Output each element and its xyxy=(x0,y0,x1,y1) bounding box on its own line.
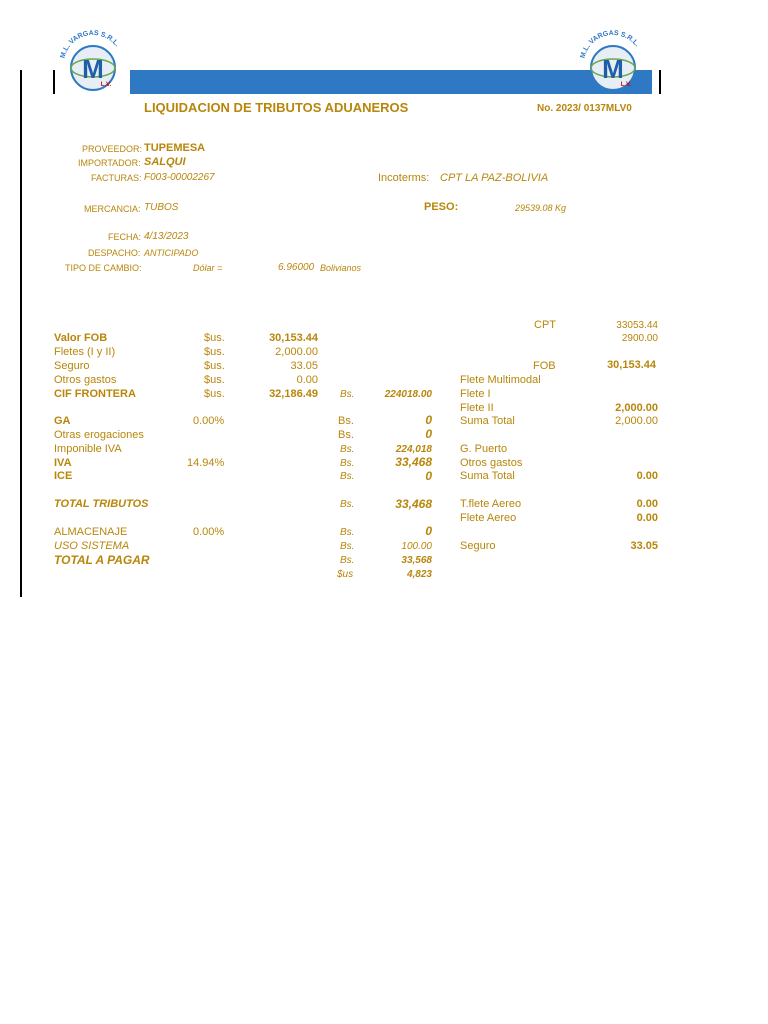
cpt-value-2: 2900.00 xyxy=(621,333,658,344)
uso-sistema-label: USO SISTEMA xyxy=(54,540,130,552)
mercancia-value: TUBOS xyxy=(144,202,179,213)
proveedor-label: PROVEEDOR: xyxy=(82,144,143,154)
svg-text:M.L. VARGAS S.R.L.: M.L. VARGAS S.R.L. xyxy=(579,29,641,60)
seguro-currency: $us. xyxy=(204,360,225,372)
flete-ii-label: Flete II xyxy=(460,402,494,414)
cif-frontera-bs-label: Bs. xyxy=(340,389,355,400)
ice-label: ICE xyxy=(54,470,73,482)
total-a-pagar-bs-label: Bs. xyxy=(340,555,355,566)
total-tributos-label: TOTAL TRIBUTOS xyxy=(54,498,149,510)
peso-label: PESO: xyxy=(424,201,459,213)
seguro-value: 33.05 xyxy=(290,360,318,372)
imponible-iva-bs-label: Bs. xyxy=(340,444,355,455)
valor-fob-currency: $us. xyxy=(204,332,225,344)
tipo-cambio-value: 6.96000 xyxy=(278,262,315,273)
dolar-label: Dólar = xyxy=(193,263,223,273)
total-tributos-bs-label: Bs. xyxy=(340,499,355,510)
fob-label: FOB xyxy=(533,360,556,372)
valor-fob-value: 30,153.44 xyxy=(269,332,318,344)
cpt-label: CPT xyxy=(534,319,556,331)
fecha-label: FECHA: xyxy=(108,232,142,242)
uso-sistema-value: 100.00 xyxy=(401,541,432,552)
total-a-pagar-label: TOTAL A PAGAR xyxy=(54,553,150,567)
left-border-line xyxy=(20,70,22,597)
peso-value: 29539.08 Kg xyxy=(515,203,567,213)
g-puerto-label: G. Puerto xyxy=(460,443,508,455)
facturas-label: FACTURAS: xyxy=(91,173,142,183)
ga-label: GA xyxy=(54,415,71,427)
document-number: No. 2023/ 0137MLV0 xyxy=(537,103,632,114)
ga-percent: 0.00% xyxy=(193,415,225,427)
incoterms-label: Incoterms: xyxy=(378,172,430,184)
company-logo-right xyxy=(574,24,652,96)
otros-gastos-label: Otros gastos xyxy=(54,374,117,386)
cif-frontera-value: 32,186.49 xyxy=(269,388,318,400)
tipo-cambio-unit: Bolivianos xyxy=(320,263,362,273)
otras-erogaciones-label: Otras erogaciones xyxy=(54,429,144,441)
iva-value: 33,468 xyxy=(395,455,432,469)
almacenaje-bs-label: Bs. xyxy=(340,527,355,538)
total-a-pagar-usd-value: 4,823 xyxy=(406,569,432,580)
svg-text:M.L. VARGAS S.R.L.: M.L. VARGAS S.R.L. xyxy=(59,29,121,60)
uso-sistema-bs-label: Bs. xyxy=(340,541,355,552)
fletes-label: Fletes (I y II) xyxy=(54,346,116,358)
svg-text:L.V.: L.V. xyxy=(100,82,112,88)
cif-frontera-bs-value: 224018.00 xyxy=(384,389,432,400)
flete-ii-value: 2,000.00 xyxy=(615,402,658,414)
flete-aereo-value: 0.00 xyxy=(636,512,658,524)
ga-value: 0 xyxy=(425,413,432,427)
despacho-value: ANTICIPADO xyxy=(144,248,199,258)
cpt-value: 33053.44 xyxy=(616,320,658,331)
flete-multimodal-label: Flete Multimodal xyxy=(460,374,541,386)
otras-erogaciones-bs-label: Bs. xyxy=(338,429,354,441)
importador-value: SALQUI xyxy=(144,156,186,168)
otros-gastos-value: 0.00 xyxy=(296,374,318,386)
fecha-value: 4/13/2023 xyxy=(144,231,189,242)
cif-frontera-currency: $us. xyxy=(204,388,225,400)
seguro-right-label: Seguro xyxy=(460,540,496,552)
total-tributos-value: 33,468 xyxy=(395,497,432,511)
almacenaje-percent: 0.00% xyxy=(193,526,225,538)
header-right-tick xyxy=(659,70,661,94)
fletes-currency: $us. xyxy=(204,346,225,358)
svg-text:M: M xyxy=(82,54,104,84)
svg-text:L.V.: L.V. xyxy=(620,82,632,88)
mercancia-label: MERCANCIA: xyxy=(84,204,141,214)
suma-total-1-label: Suma Total xyxy=(460,415,515,427)
proveedor-value: TUPEMESA xyxy=(144,142,206,154)
flete-aereo-label: Flete Aereo xyxy=(460,512,517,524)
almacenaje-label: ALMACENAJE xyxy=(54,526,128,538)
incoterms-value: CPT LA PAZ-BOLIVIA xyxy=(440,172,549,184)
tipo-cambio-label: TIPO DE CAMBIO: xyxy=(65,263,142,273)
iva-label: IVA xyxy=(54,457,72,469)
suma-total-2-label: Suma Total xyxy=(460,470,515,482)
ga-bs-label: Bs. xyxy=(338,415,354,427)
total-a-pagar-value: 33,568 xyxy=(401,555,432,566)
ice-bs-label: Bs. xyxy=(340,471,355,482)
almacenaje-value: 0 xyxy=(425,524,432,538)
svg-text:M: M xyxy=(602,54,624,84)
tflete-aereo-value: 0.00 xyxy=(636,498,658,510)
valor-fob-label: Valor FOB xyxy=(54,332,108,344)
facturas-value: F003-00002267 xyxy=(144,172,215,183)
fletes-value: 2,000.00 xyxy=(275,346,318,358)
seguro-right-value: 33.05 xyxy=(630,540,658,552)
suma-total-1-value: 2,000.00 xyxy=(615,415,658,427)
flete-i-label: Flete I xyxy=(460,388,491,400)
iva-bs-label: Bs. xyxy=(340,458,355,469)
cif-frontera-label: CIF FRONTERA xyxy=(54,388,136,400)
iva-percent: 14.94% xyxy=(187,457,225,469)
suma-total-2-value: 0.00 xyxy=(636,470,658,482)
tflete-aereo-label: T.flete Aereo xyxy=(460,498,522,510)
ice-value: 0 xyxy=(425,469,432,483)
despacho-label: DESPACHO: xyxy=(88,248,141,258)
imponible-iva-value: 224,018 xyxy=(395,444,432,455)
otros-gastos-right-label: Otros gastos xyxy=(460,457,523,469)
otros-gastos-currency: $us. xyxy=(204,374,225,386)
otras-erogaciones-value: 0 xyxy=(425,427,432,441)
importador-label: IMPORTADOR: xyxy=(78,158,141,168)
company-logo-left xyxy=(54,24,132,96)
page-title: LIQUIDACION DE TRIBUTOS ADUANEROS xyxy=(144,100,409,115)
fob-value: 30,153.44 xyxy=(607,359,656,371)
imponible-iva-label: Imponible IVA xyxy=(54,443,122,455)
seguro-label: Seguro xyxy=(54,360,90,372)
total-a-pagar-usd-label: $us xyxy=(337,569,354,580)
